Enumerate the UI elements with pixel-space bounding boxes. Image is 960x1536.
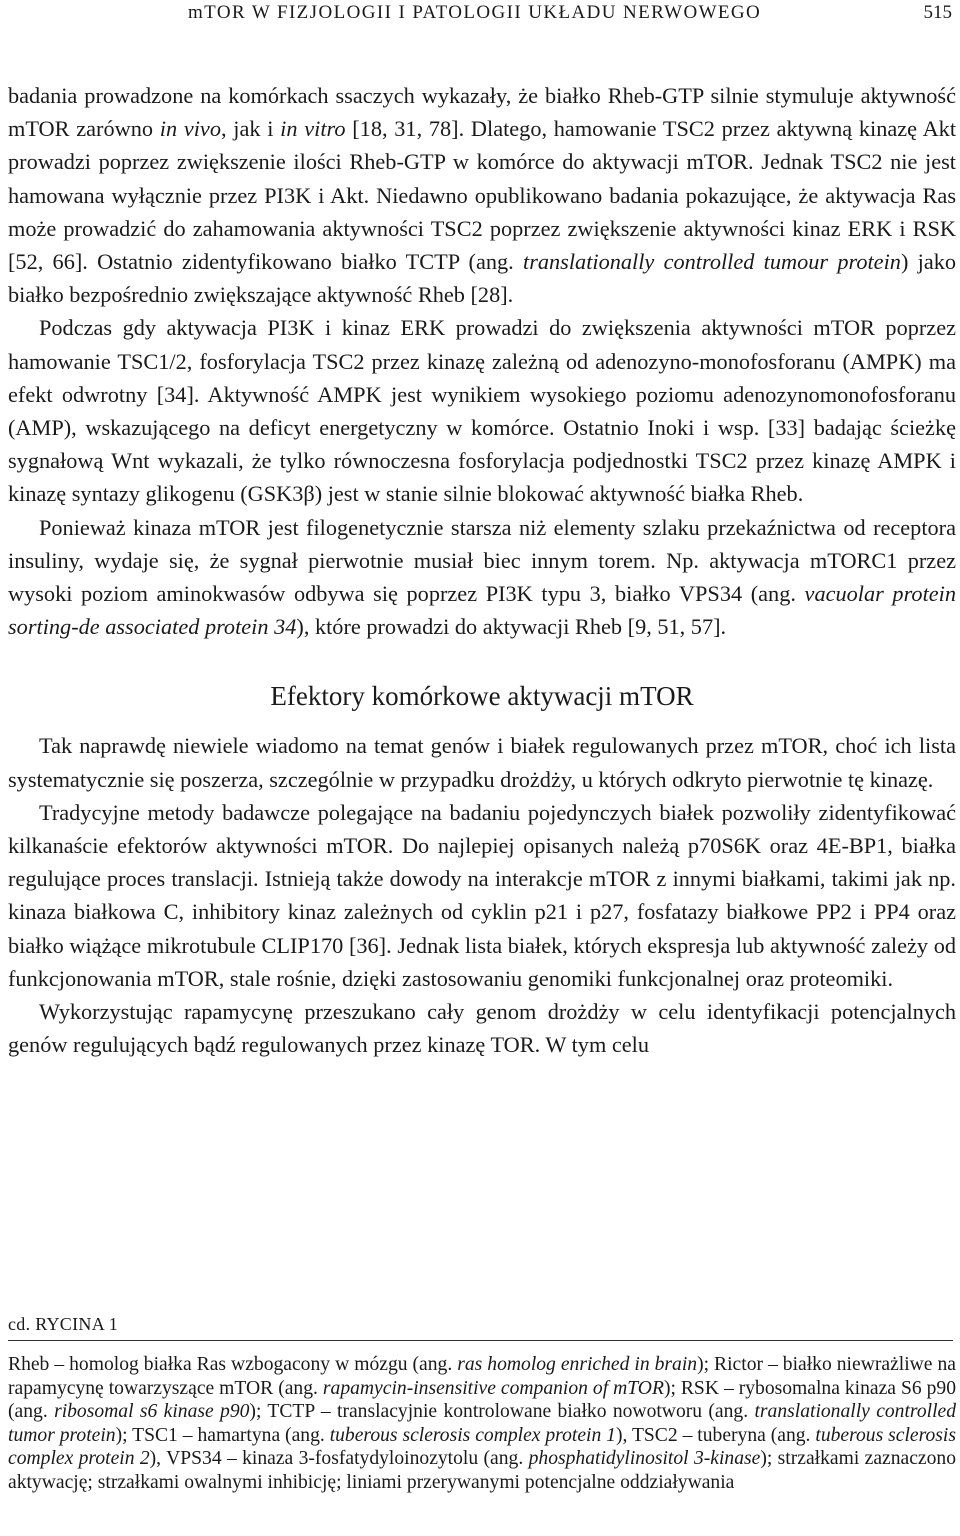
page-number: 515 xyxy=(923,2,952,23)
body-paragraph: Wykorzystując rapamycynę przeszukano cały genom drożdży w celu identyfikacji potencjalnych genów regulujących bądź regulowanych przez kinazę TOR. W tym celu xyxy=(8,999,956,1058)
body-paragraph: Tak naprawdę niewiele wiadomo na temat genów i białek regulowanych przez mTOR, choć ich lista systematycznie się poszerza, szczególnie w przypadku drożdży, u których odkryto pierwotnie tę kinazę. xyxy=(8,733,956,792)
section-heading: Efektory komórkowe aktywacji mTOR xyxy=(270,681,694,712)
figure-caption: Rheb – homolog białka Ras wzbogacony w mózgu (ang. ras homolog enriched in brain); Rictor – białko niewrażliwe na rapamycynę towarzyszące mTOR (ang. rapamycin-insensitive companion of mTOR); RSK – rybosomalna kinaza S6 p90 (ang. ribosomal s6 kinase p90); TCTP – translacyjnie kontrolowane białko nowotworu (ang. translationally controlled tumor protein); TSC1 – hamartyna (ang. tuberous sclerosis complex protein 1), TSC2 – tuberyna (ang. tuberous sclerosis complex protein 2), VPS34 – kinaza 3-fosfatydyloinozytolu (ang. phosphatidylinositol 3-kinase); strzałkami zaznaczono aktywację; strzałkami owalnymi inhibicję; liniami przerywanymi potencjalne oddziaływania xyxy=(8,1354,957,1493)
running-title: mTOR W FIZJOLOGII I PATOLOGII UKŁADU NERWOWEGO xyxy=(188,2,762,23)
body-paragraph: Tradycyjne metody badawcze polegające na badaniu pojedynczych białek pozwoliły zidentyfikować kilkanaście efektorów aktywności mTOR. Do najlepiej opisanych należą p70S6K oraz 4E-BP1, białka regulujące proces translacji. Istnieją także dowody na interakcje mTOR z innymi białkami, takimi jak np. kinaza białkowa C, inhibitory kinaz zależnych od cyklin p21 i p27, fosfatazy białkowe PP2 i PP4 oraz białko wiążące mikrotubule CLIP170 [36]. Jednak lista białek, których ekspresja lub aktywność zależy od funkcjonowania mTOR, stale rośnie, dzięki zastosowaniu genomiki funkcjonalnej oraz proteomiki. xyxy=(8,799,956,991)
caption-divider xyxy=(8,1340,953,1341)
body-paragraph: Ponieważ kinaza mTOR jest filogenetycznie starsza niż elementy szlaku przekaźnictwa od receptora insuliny, wydaje się, że sygnał pierwotnie musiał biec innym torem. Np. aktywacja mTORC1 przez wysoki poziom aminokwasów odbywa się poprzez PI3K typu 3, białko VPS34 (ang. vacuolar protein sorting-de associated protein 34), które prowadzi do aktywacji Rheb [9, 51, 57]. xyxy=(8,514,956,640)
body-paragraph: Podczas gdy aktywacja PI3K i kinaz ERK prowadzi do zwiększenia aktywności mTOR poprzez hamowanie TSC1/2, fosforylacja TSC2 przez kinazę zależną od adenozyno-monofosforanu (AMPK) ma efekt odwrotny [34]. Aktywność AMPK jest wynikiem wysokiego poziomu adenozynomonofosforanu (AMP), wskazującego na deficyt energetyczny w komórce. Ostatnio Inoki i wsp. [33] badając ścieżkę sygnałową Wnt wykazali, że tylko równoczesna fosforylacja podjednostki TSC2 przez kinazę AMPK i kinazę syntazy glikogenu (GSK3β) jest w stanie silnie blokować aktywność białka Rheb. xyxy=(8,315,956,507)
body-paragraph: badania prowadzone na komórkach ssaczych wykazały, że białko Rheb-GTP silnie stymuluje aktywność mTOR zarówno in vivo, jak i in vitro [18, 31, 78]. Dlatego, hamowanie TSC2 przez aktywną kinazę Akt prowadzi poprzez zwiększenie ilości Rheb-GTP w komórce do aktywacji mTOR. Jednak TSC2 nie jest hamowana wyłącznie przez PI3K i Akt. Niedawno opublikowano badania pokazujące, że aktywacja Ras może prowadzić do zahamowania aktywności TSC2 poprzez zwiększenie aktywności kinaz ERK i RSK [52, 66]. Ostatnio zidentyfikowano białko TCTP (ang. translationally controlled tumour protein) jako białko bezpośrednio zwiększające aktywność Rheb [28]. xyxy=(8,83,957,308)
article-body xyxy=(8,79,956,1061)
page-header xyxy=(0,0,960,24)
figure-continued-label: cd. RYCINA 1 xyxy=(8,1314,119,1334)
